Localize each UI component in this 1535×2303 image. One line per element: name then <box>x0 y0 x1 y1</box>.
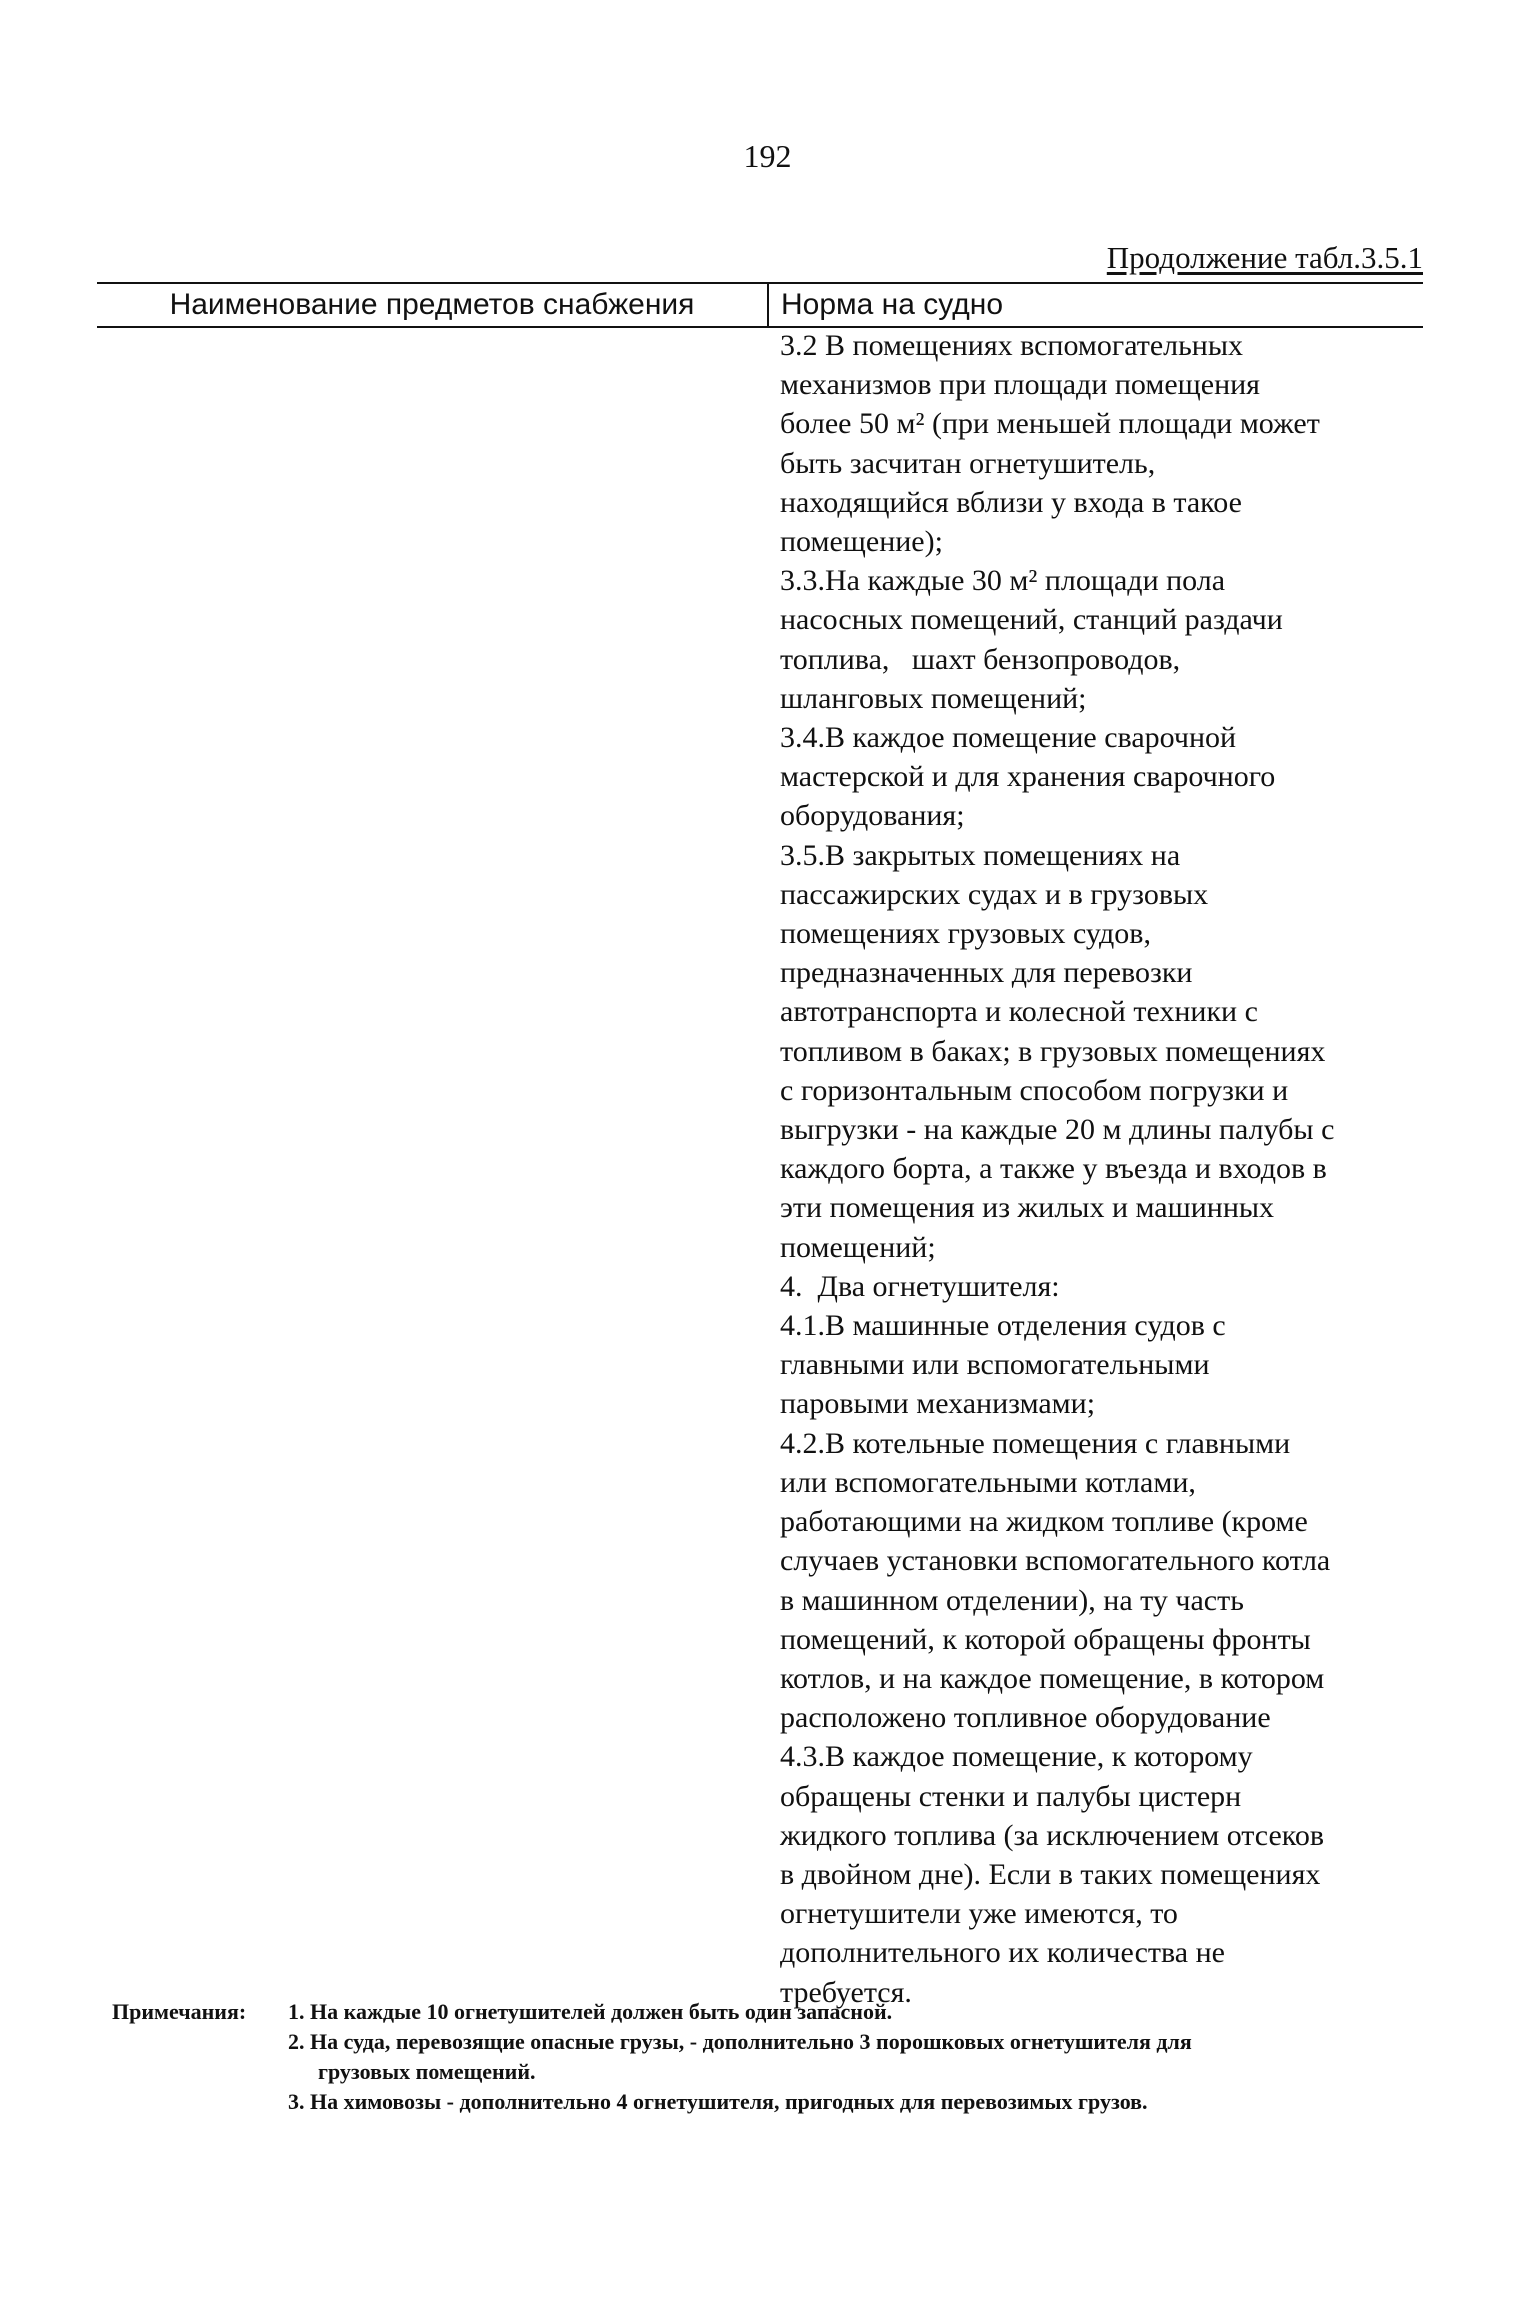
norm-line: в двойном дне). Если в таких помещениях <box>780 1857 1321 1891</box>
norm-line: 3.3.На каждые 30 м² площади пола <box>780 564 1226 598</box>
notes-label: Примечания: <box>112 1999 247 2024</box>
table-caption: Продолжение табл.3.5.1 <box>1106 240 1423 275</box>
norm-line: работающими на жидком топливе (кроме <box>780 1505 1308 1539</box>
norm-line: 4.3.В каждое помещение, к которому <box>780 1740 1253 1774</box>
note-3: 3. На химовозы - дополнительно 4 огнетушителя, пригодных для перевозимых грузов. <box>288 2089 1148 2114</box>
norm-line: топливом в баках; в грузовых помещениях <box>780 1034 1326 1068</box>
norm-line: предназначенных для перевозки <box>780 956 1193 990</box>
norm-line: главными или вспомогательными <box>780 1348 1210 1382</box>
norm-line: расположено топливное оборудование <box>780 1701 1271 1735</box>
column-header-norm: Норма на судно <box>767 284 1423 326</box>
norm-line: помещений; <box>780 1230 936 1264</box>
norm-line: находящийся вблизи у входа в такое <box>780 485 1242 519</box>
norm-line: шланговых помещений; <box>780 681 1087 715</box>
norm-line: 4. Два огнетушителя: <box>780 1269 1060 1303</box>
norm-line: огнетушители уже имеются, то <box>780 1897 1178 1931</box>
norm-line: помещение); <box>780 525 943 559</box>
norm-line: топлива, шахт бензопроводов, <box>780 642 1181 676</box>
norm-line: мастерской и для хранения сварочного <box>780 760 1276 794</box>
note-2-continuation: грузовых помещений. <box>318 2059 536 2084</box>
table-header <box>97 282 1423 328</box>
norm-line: обращены стенки и палубы цистерн <box>780 1779 1242 1813</box>
norm-line: в машинном отделении), на ту часть <box>780 1583 1244 1617</box>
norm-line: дополнительного их количества не <box>780 1936 1225 1970</box>
norm-line: быть засчитан огнетушитель, <box>780 446 1156 480</box>
norm-line: помещениях грузовых судов, <box>780 917 1151 951</box>
column-header-items: Наименование предметов снабжения <box>169 288 695 321</box>
note-1: 1. На каждые 10 огнетушителей должен быть один запасной. <box>288 1999 893 2024</box>
norm-line: помещений, к которой обращены фронты <box>780 1622 1311 1656</box>
page-number: 192 <box>743 138 792 174</box>
norm-line: с горизонтальным способом погрузки и <box>780 1073 1289 1107</box>
norm-line: случаев установки вспомогательного котла <box>780 1544 1331 1578</box>
norm-line: выгрузки - на каждые 20 м длины палубы с <box>780 1113 1335 1147</box>
norm-line: эти помещения из жилых и машинных <box>780 1191 1275 1225</box>
norm-line: котлов, и на каждое помещение, в котором <box>780 1661 1325 1695</box>
norm-line: требуется. <box>780 1975 912 2009</box>
norm-line: пассажирских судах и в грузовых <box>780 877 1209 911</box>
norm-line: оборудования; <box>780 799 965 833</box>
norm-line: 4.2.В котельные помещения с главными <box>780 1426 1291 1460</box>
notes <box>112 1997 1432 2117</box>
norm-line: автотранспорта и колесной техники с <box>780 995 1258 1029</box>
norm-line: каждого борта, а также у въезда и входов в <box>780 1152 1327 1186</box>
note-2: 2. На суда, перевозящие опасные грузы, - дополнительно 3 порошковых огнетушителя для <box>288 2029 1192 2054</box>
norm-line: 3.5.В закрытых помещениях на <box>780 838 1181 872</box>
norm-line: насосных помещений, станций раздачи <box>780 603 1283 637</box>
norm-line: паровыми механизмами; <box>780 1387 1096 1421</box>
norm-line: жидкого топлива (за исключением отсеков <box>780 1818 1324 1852</box>
norm-line: 4.1.В машинные отделения судов с <box>780 1309 1226 1343</box>
norm-line: механизмов при площади помещения <box>780 368 1260 402</box>
norm-line: или вспомогательными котлами, <box>780 1465 1196 1499</box>
norm-column-text <box>780 326 1440 2012</box>
norm-line: 3.4.В каждое помещение сварочной <box>780 721 1237 755</box>
norm-line: более 50 м² (при меньшей площади может <box>780 407 1320 441</box>
norm-line: 3.2 В помещениях вспомогательных <box>780 329 1244 362</box>
